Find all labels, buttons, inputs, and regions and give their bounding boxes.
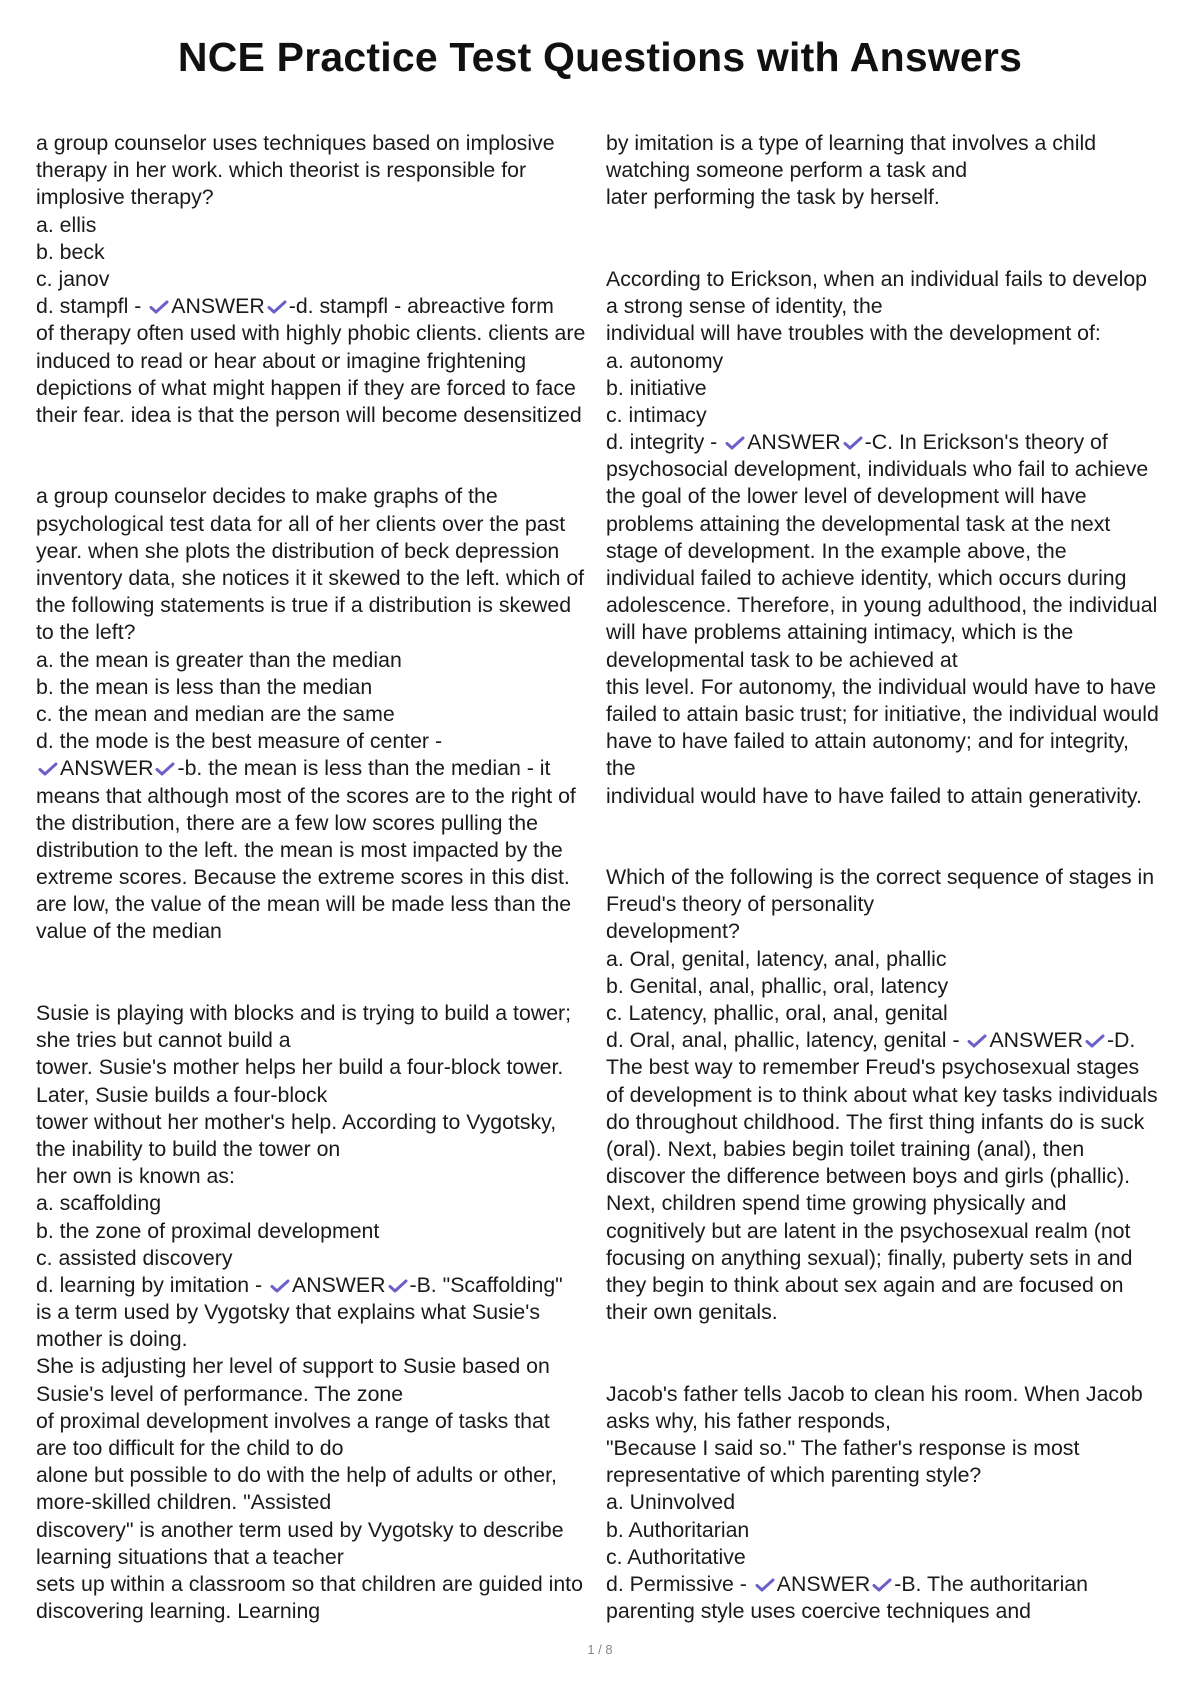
text-line: She is adjusting her level of support to Susie based on: [36, 1354, 550, 1379]
text-line: The best way to remember Freud's psychosexual stages: [606, 1055, 1140, 1080]
answer-line: [606, 1027, 1174, 1054]
text-line: b. initiative: [606, 375, 707, 400]
text-line: Jacob's father tells Jacob to clean his room. When Jacob: [606, 1381, 1143, 1406]
check-icon: [270, 1279, 290, 1293]
text-line: individual failed to achieve identity, which occurs during: [606, 566, 1127, 591]
text-line: distribution to the left. the mean is most impacted by the: [36, 837, 563, 862]
text-line: later performing the task by herself.: [606, 185, 940, 210]
text-line: d. stampfl -: [36, 294, 148, 319]
answer-label: ANSWER: [776, 1571, 871, 1596]
text-line: tower. Susie's mother helps her build a four-block tower.: [36, 1055, 564, 1080]
text-line: focusing on anything sexual); finally, puberty sets in and: [606, 1245, 1133, 1270]
check-icon: [267, 300, 287, 314]
answer-line: [36, 755, 596, 782]
check-icon: [1085, 1034, 1105, 1048]
text-line: is a term used by Vygotsky that explains what Susie's: [36, 1300, 540, 1325]
text-line: her own is known as:: [36, 1164, 235, 1189]
answer-line: [606, 1571, 1174, 1598]
text-line: a. ellis: [36, 212, 97, 237]
check-icon: [38, 762, 58, 776]
answer-line: [36, 293, 596, 320]
text-line: a group counselor decides to make graphs of the: [36, 484, 498, 509]
text-line: -D.: [1106, 1028, 1136, 1053]
text-line: Susie's level of performance. The zone: [36, 1381, 404, 1406]
text-line: -B. The authoritarian: [894, 1571, 1088, 1596]
text-line: the: [606, 756, 636, 781]
text-line: their own genitals.: [606, 1300, 778, 1325]
text-line: Freud's theory of personality: [606, 892, 875, 917]
text-line: she tries but cannot build a: [36, 1028, 291, 1053]
text-line: they begin to think about sex again and are focused on: [606, 1272, 1124, 1297]
check-icon: [967, 1034, 987, 1048]
text-line: psychosocial development, individuals who fail to achieve: [606, 457, 1149, 482]
answer-label: ANSWER: [747, 430, 841, 455]
text-line: Susie is playing with blocks and is trying to build a tower;: [36, 1001, 572, 1026]
text-line: do throughout childhood. The first thing infants do is suck: [606, 1109, 1145, 1134]
text-line: individual would have to have failed to attain generativity.: [606, 783, 1142, 808]
text-line: alone but possible to do with the help of adults or other,: [36, 1463, 557, 1488]
text-line: watching someone perform a task and: [606, 158, 968, 183]
text-line: d. Oral, anal, phallic, latency, genital -: [606, 1028, 966, 1053]
text-line: development?: [606, 919, 740, 944]
text-line: psychological test data for all of her clients over the past: [36, 511, 566, 536]
text-line: c. the mean and median are the same: [36, 701, 395, 726]
text-line: c. Authoritative: [606, 1544, 746, 1569]
text-line: failed to attain basic trust; for initiative, the individual would: [606, 701, 1159, 726]
text-line: developmental task to be achieved at: [606, 647, 958, 672]
text-line: of therapy often used with highly phobic clients. clients are: [36, 321, 586, 346]
text-line: the goal of the lower level of development will have: [606, 484, 1087, 509]
text-line: a. Uninvolved: [606, 1490, 736, 1515]
text-line: c. assisted discovery: [36, 1245, 233, 1270]
text-line: b. beck: [36, 239, 105, 264]
check-icon: [149, 300, 169, 314]
text-line: a strong sense of identity, the: [606, 294, 883, 319]
text-line: stage of development. In the example above, the: [606, 538, 1067, 563]
text-line: adolescence. Therefore, in young adulthood, the individual: [606, 593, 1158, 618]
answer-line: [36, 1272, 596, 1299]
text-line: c. janov: [36, 266, 110, 291]
text-line: cognitively but are latent in the psychosexual realm (not: [606, 1218, 1131, 1243]
text-line: the inability to build the tower on: [36, 1136, 341, 1161]
text-line: the following statements is true if a distribution is skewed: [36, 593, 572, 618]
text-line: individual will have troubles with the development of:: [606, 321, 1101, 346]
text-line: a group counselor uses techniques based on implosive: [36, 131, 555, 155]
text-line: problems attaining the developmental task at the next: [606, 511, 1111, 536]
check-icon: [155, 762, 175, 776]
text-line: a. Oral, genital, latency, anal, phallic: [606, 946, 947, 971]
text-line: discover the difference between boys and girls (phallic).: [606, 1164, 1131, 1189]
text-line: this level. For autonomy, the individual would have to have: [606, 674, 1157, 699]
check-icon: [843, 436, 863, 450]
text-line: d. the mode is the best measure of center -: [36, 729, 443, 754]
text-line: extreme scores. Because the extreme scores in this dist.: [36, 865, 570, 890]
text-line: are low, the value of the mean will be made less than the: [36, 892, 572, 917]
answer-label: ANSWER: [292, 1272, 386, 1297]
text-line: discovering learning. Learning: [36, 1599, 321, 1624]
text-line: d. learning by imitation -: [36, 1272, 269, 1297]
text-line: learning situations that a teacher: [36, 1544, 344, 1569]
text-line: b. Authoritarian: [606, 1517, 750, 1542]
text-line: implosive therapy?: [36, 185, 214, 210]
right-column: [606, 130, 1174, 1625]
check-icon: [388, 1279, 408, 1293]
text-line: mother is doing.: [36, 1327, 188, 1352]
text-line: Later, Susie builds a four-block: [36, 1082, 328, 1107]
text-line: have to have failed to attain autonomy; and for integrity,: [606, 729, 1129, 754]
text-line: sets up within a classroom so that children are guided into: [36, 1571, 583, 1596]
text-line: tower without her mother's help. According to Vygotsky,: [36, 1109, 557, 1134]
text-line: (oral). Next, babies begin toilet training (anal), then: [606, 1136, 1085, 1161]
text-line: d. Permissive -: [606, 1571, 753, 1596]
text-line: therapy in her work. which theorist is responsible for: [36, 158, 527, 183]
text-line: b. Genital, anal, phallic, oral, latency: [606, 973, 949, 998]
text-line: Which of the following is the correct sequence of stages in: [606, 865, 1155, 890]
text-line: -B. "Scaffolding": [409, 1272, 563, 1297]
check-icon: [872, 1578, 892, 1592]
text-line: c. Latency, phallic, oral, anal, genital: [606, 1001, 948, 1026]
text-line: the distribution, there are a few low scores pulling the: [36, 810, 538, 835]
text-line: "Because I said so." The father's response is most: [606, 1436, 1080, 1461]
text-line: means that although most of the scores are to the right of: [36, 783, 576, 808]
text-line: -b. the mean is less than the median - it: [177, 756, 551, 781]
text-line: value of the median: [36, 919, 222, 944]
text-line: asks why, his father responds,: [606, 1408, 891, 1433]
text-line: discovery" is another term used by Vygotsky to describe: [36, 1517, 564, 1542]
text-line: a. autonomy: [606, 348, 724, 373]
left-column: [36, 130, 596, 1625]
text-line: year. when she plots the distribution of beck depression: [36, 538, 560, 563]
text-line: -d. stampfl - abreactive form: [288, 294, 554, 319]
answer-label: ANSWER: [171, 294, 265, 319]
text-line: more-skilled children. "Assisted: [36, 1490, 332, 1515]
answer-label: ANSWER: [989, 1028, 1083, 1053]
text-line: of proximal development involves a range of tasks that: [36, 1408, 550, 1433]
text-line: a. the mean is greater than the median: [36, 647, 402, 672]
text-line: will have problems attaining intimacy, which is the: [606, 620, 1074, 645]
text-line: inventory data, she notices it it skewed to the left. which of: [36, 566, 585, 591]
text-line: b. the zone of proximal development: [36, 1218, 380, 1243]
answer-line: [606, 429, 1174, 456]
text-line: d. integrity -: [606, 430, 724, 455]
page-title: NCE Practice Test Questions with Answers: [177, 34, 1023, 80]
text-line: their fear. idea is that the person will become desensitized: [36, 402, 582, 427]
check-icon: [755, 1578, 775, 1592]
answer-label: ANSWER: [60, 756, 154, 781]
text-line: c. intimacy: [606, 402, 707, 427]
page-number: 1 / 8: [587, 1642, 613, 1657]
text-line: by imitation is a type of learning that involves a child: [606, 131, 1097, 155]
check-icon: [725, 436, 745, 450]
text-line: b. the mean is less than the median: [36, 674, 373, 699]
text-line: to the left?: [36, 620, 136, 645]
text-line: Next, children spend time growing physically and: [606, 1191, 1067, 1216]
text-line: depictions of what might happen if they are forced to face: [36, 375, 576, 400]
text-line: of development is to think about what key tasks individuals: [606, 1082, 1158, 1107]
text-line: -C. In Erickson's theory of: [864, 430, 1108, 455]
text-line: a. scaffolding: [36, 1191, 162, 1216]
text-line: parenting style uses coercive techniques and: [606, 1599, 1032, 1624]
text-line: are too difficult for the child to do: [36, 1436, 344, 1461]
text-line: According to Erickson, when an individual fails to develop: [606, 266, 1148, 291]
text-line: representative of which parenting style?: [606, 1463, 982, 1488]
text-line: induced to read or hear about or imagine frightening: [36, 348, 527, 373]
